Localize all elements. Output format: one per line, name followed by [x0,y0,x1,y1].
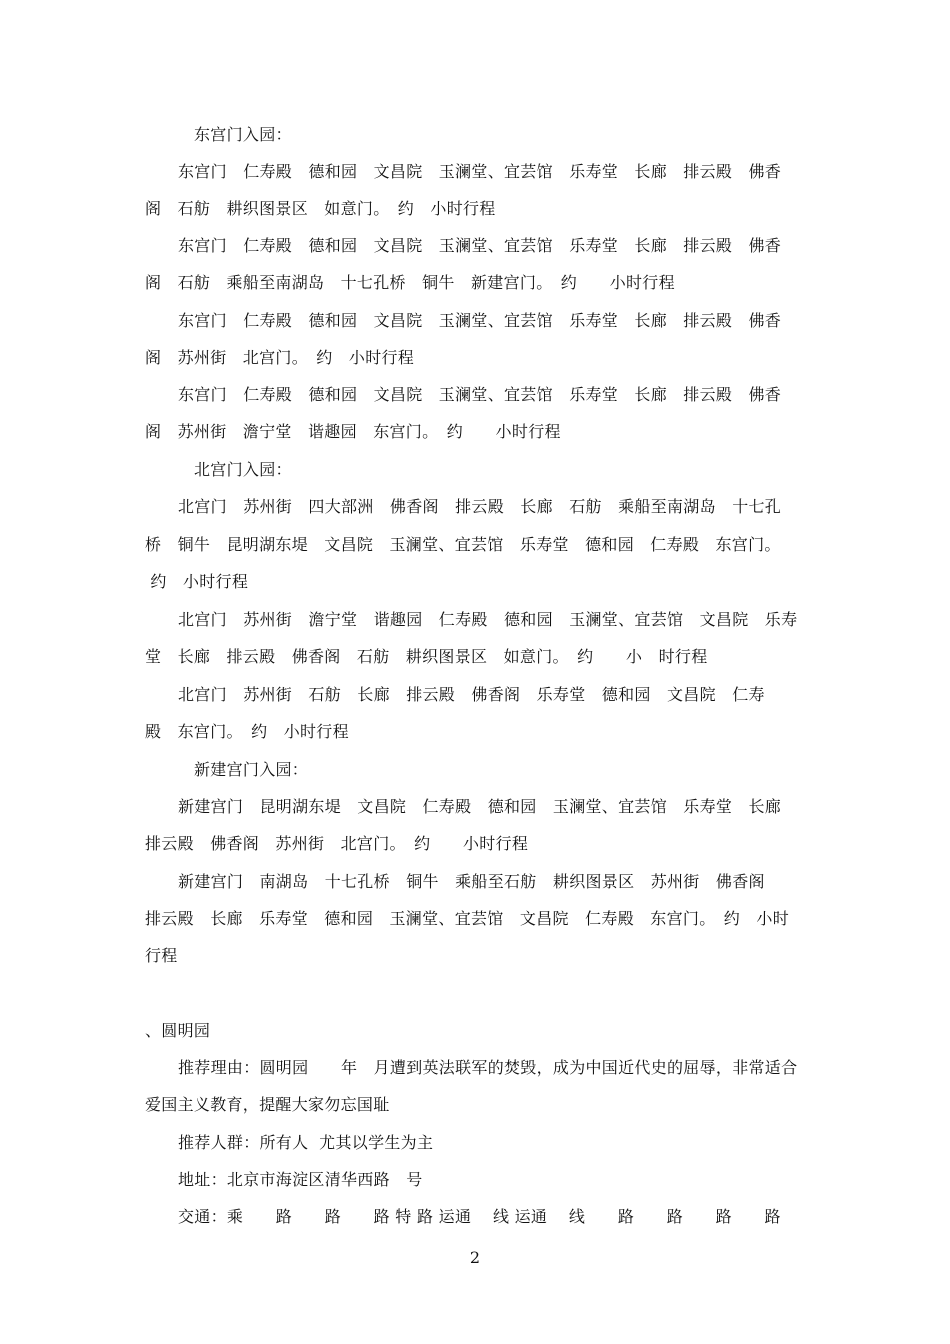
text-line: 排云殿 长廊 乐寿堂 德和园 玉澜堂、宜芸馆 文昌院 仁寿殿 东宫门。 约 小时 [145,909,790,928]
text-line: 北宫门 苏州街 四大部洲 佛香阁 排云殿 长廊 石舫 乘船至南湖岛 十七孔 [178,497,782,516]
text-line: 北宫门 苏州街 石舫 长廊 排云殿 佛香阁 乐寿堂 德和园 文昌院 仁寿 [178,685,765,704]
text-line: 爱国主义教育，提醒大家勿忘国耻 [145,1095,390,1114]
text-line: 推荐人群：所有人 尤其以学生为主 [178,1133,434,1152]
text-line: 殿 东宫门。 约 小时行程 [145,722,349,741]
text-line: 东宫门 仁寿殿 德和园 文昌院 玉澜堂、宜芸馆 乐寿堂 长廊 排云殿 佛香 [178,236,782,255]
section-heading-east-gate: 东宫门入园： [194,125,292,144]
text-line: 北宫门 苏州街 澹宁堂 谐趣园 仁寿殿 德和园 玉澜堂、宜芸馆 文昌院 乐寿 [178,610,798,629]
text-line: 堂 长廊 排云殿 佛香阁 石舫 耕织图景区 如意门。 约 小 时行程 [145,647,708,666]
text-line: 阁 石舫 耕织图景区 如意门。 约 小时行程 [145,199,496,218]
text-line: 阁 苏州街 北宫门。 约 小时行程 [145,348,415,367]
text-line: 东宫门 仁寿殿 德和园 文昌院 玉澜堂、宜芸馆 乐寿堂 长廊 排云殿 佛香 [178,385,782,404]
section-heading-new-gate: 新建宫门入园： [194,760,309,779]
text-line: 约 小时行程 [145,572,249,591]
text-line: 推荐理由：圆明园 年 月遭到英法联军的焚毁，成为中国近代史的屈辱，非常适合 [178,1058,798,1077]
text-line: 行程 [145,946,178,965]
text-line: 阁 苏州街 澹宁堂 谐趣园 东宫门。 约 小时行程 [145,422,561,441]
text-line: 地址：北京市海淀区清华西路 号 [178,1170,423,1189]
text-line: 东宫门 仁寿殿 德和园 文昌院 玉澜堂、宜芸馆 乐寿堂 长廊 排云殿 佛香 [178,311,782,330]
text-line: 东宫门 仁寿殿 德和园 文昌院 玉澜堂、宜芸馆 乐寿堂 长廊 排云殿 佛香 [178,162,782,181]
text-line: 交通：乘 路 路 路 特 路 运通 线 运通 线 路 路 路 路 [178,1207,781,1226]
page-number: 2 [469,1248,481,1267]
text-line: 阁 石舫 乘船至南湖岛 十七孔桥 铜牛 新建宫门。 约 小时行程 [145,273,675,292]
text-line: 桥 铜牛 昆明湖东堤 文昌院 玉澜堂、宜芸馆 乐寿堂 德和园 仁寿殿 东宫门。 [145,535,781,554]
section-heading-yuanmingyuan: 、圆明园 [145,1021,211,1040]
text-line: 排云殿 佛香阁 苏州街 北宫门。 约 小时行程 [145,834,529,853]
text-line: 新建宫门 昆明湖东堤 文昌院 仁寿殿 德和园 玉澜堂、宜芸馆 乐寿堂 长廊 [178,797,782,816]
text-line: 新建宫门 南湖岛 十七孔桥 铜牛 乘船至石舫 耕织图景区 苏州街 佛香阁 [178,872,765,891]
section-heading-north-gate: 北宫门入园： [194,460,292,479]
